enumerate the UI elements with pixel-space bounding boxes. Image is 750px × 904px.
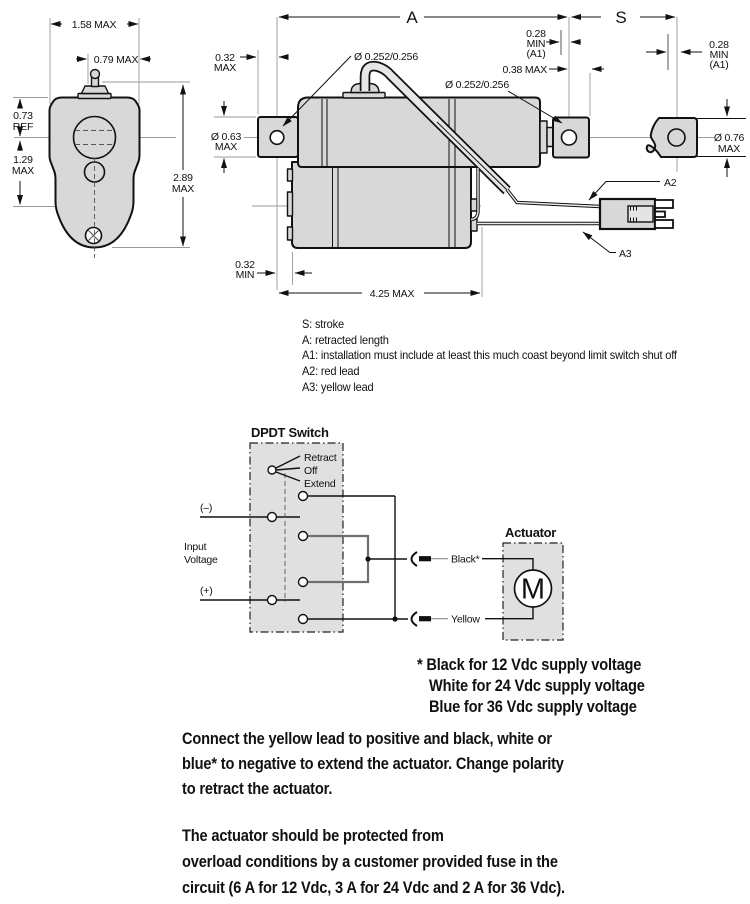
- dim-a1-rear: [709, 39, 729, 71]
- label-retract: Retract: [304, 452, 337, 464]
- wire-connector: [600, 199, 673, 229]
- label-extend: Extend: [304, 478, 336, 490]
- label-voltage: Voltage: [184, 554, 218, 566]
- dim-ear-dia-value: Ø 0.63: [210, 131, 242, 143]
- svg-text:0.28: 0.28: [709, 39, 729, 51]
- legend-line-a: A: retracted length: [302, 332, 389, 347]
- note-line: Connect the yellow lead to positive and black, white or: [182, 729, 552, 748]
- housing-tab: [288, 169, 293, 181]
- toggle-switch: [78, 70, 111, 99]
- svg-text:(A1): (A1): [709, 59, 729, 71]
- dim-end-width: 1.58 MAX: [71, 19, 117, 31]
- dim-rod-dia-suffix: MAX: [717, 143, 741, 155]
- dim-ear-dia-suffix: MAX: [214, 141, 238, 153]
- cable-base: [343, 93, 385, 99]
- dim-hole-dia-rod: Ø 0.252/0.256: [445, 79, 509, 91]
- note-line: overload conditions by a customer provided fuse in the: [182, 852, 558, 871]
- dimension-legend: [302, 317, 677, 396]
- terminal: [268, 596, 277, 605]
- dim-s-label: S: [615, 8, 627, 27]
- dim-425-label: 4.25 MAX: [369, 288, 415, 300]
- motor-letter: M: [520, 573, 546, 606]
- dim-032min-value: 0.32: [235, 259, 255, 271]
- dim-height-suffix: MAX: [171, 183, 195, 195]
- toggle-pivot: [268, 466, 276, 474]
- wiring-schematic: [184, 425, 563, 640]
- dim-038-label: 0.38 MAX: [502, 64, 547, 76]
- dim-a1-front: [526, 28, 546, 60]
- label-positive: (+): [200, 585, 213, 597]
- dpdt-switch-title: DPDT Switch: [251, 425, 329, 440]
- terminal: [299, 492, 308, 501]
- dim-rod-dia-value: Ø 0.76: [713, 132, 745, 144]
- side-view: [211, 8, 746, 300]
- lead-color-footnote: [417, 654, 645, 717]
- bullet-connector-black: [412, 552, 449, 566]
- note-line: blue* to negative to extend the actuator. Change polarity: [182, 754, 564, 773]
- dim-lower-value: 1.29: [13, 154, 33, 166]
- bullet-connector-yellow: [412, 612, 449, 626]
- footnote-line: * Black for 12 Vdc supply voltage: [417, 655, 642, 674]
- mounting-hole-extended: [668, 129, 685, 146]
- housing-tab: [288, 192, 293, 216]
- terminal: [268, 513, 277, 522]
- svg-text:0.28: 0.28: [526, 28, 546, 40]
- motor-terminal: [471, 199, 477, 211]
- label-off: Off: [304, 465, 318, 477]
- actuator-title: Actuator: [505, 525, 557, 540]
- label-yellow-lead: Yellow: [451, 613, 480, 626]
- terminal: [299, 615, 308, 624]
- legend-line-s: S: stroke: [302, 317, 344, 331]
- motor-housing: [292, 162, 471, 248]
- note-line: to retract the actuator.: [182, 779, 333, 798]
- dim-toggle-offset: 0.79 MAX: [93, 54, 139, 66]
- note-line: The actuator should be protected from: [182, 826, 444, 845]
- label-a3: A3: [619, 248, 632, 260]
- dim-a-label: A: [406, 8, 418, 27]
- junction-dot: [392, 616, 397, 621]
- dim-lower-suffix: MAX: [11, 165, 35, 177]
- label-negative: (–): [200, 502, 213, 514]
- mounting-hole-front: [270, 131, 284, 145]
- footnote-line: Blue for 36 Vdc supply voltage: [429, 697, 637, 716]
- dim-ref-suffix: REF: [12, 121, 34, 133]
- dim-ref-value: 0.73: [13, 110, 33, 122]
- housing-tab: [288, 227, 293, 240]
- polarity-note: [182, 726, 564, 801]
- terminal: [299, 532, 308, 541]
- dim-ear-offset-suffix: MAX: [213, 62, 237, 74]
- dim-hole-dia-front: Ø 0.252/0.256: [354, 51, 418, 63]
- junction-dot: [365, 556, 370, 561]
- dim-032min-suffix: MIN: [235, 269, 255, 281]
- label-a2: A2: [664, 177, 677, 189]
- svg-text:(A1): (A1): [526, 48, 546, 60]
- end-view-large-bore: [74, 117, 116, 159]
- fuse-note: [182, 823, 565, 901]
- svg-text:MIN: MIN: [709, 49, 729, 61]
- svg-text:MIN: MIN: [526, 38, 546, 50]
- legend-line-a2: A2: red lead: [302, 364, 360, 379]
- label-black-lead: Black*: [451, 553, 480, 566]
- legend-line-a1: A1: installation must include at least this much coast beyond limit switch shut off: [302, 348, 677, 363]
- rod-collar: [540, 121, 547, 153]
- dim-height-value: 2.89: [173, 172, 193, 184]
- note-line: circuit (6 A for 12 Vdc, 3 A for 24 Vdc and 2 A for 36 Vdc).: [182, 878, 565, 897]
- label-input: Input: [184, 541, 207, 553]
- dpdt-switch-box: [250, 443, 343, 632]
- dim-ear-offset-value: 0.32: [215, 52, 235, 64]
- footnote-line: White for 24 Vdc supply voltage: [429, 676, 645, 695]
- mounting-hole-rod: [562, 130, 577, 145]
- legend-line-a3: A3: yellow lead: [302, 379, 374, 394]
- end-view: [12, 18, 194, 258]
- terminal: [299, 578, 308, 587]
